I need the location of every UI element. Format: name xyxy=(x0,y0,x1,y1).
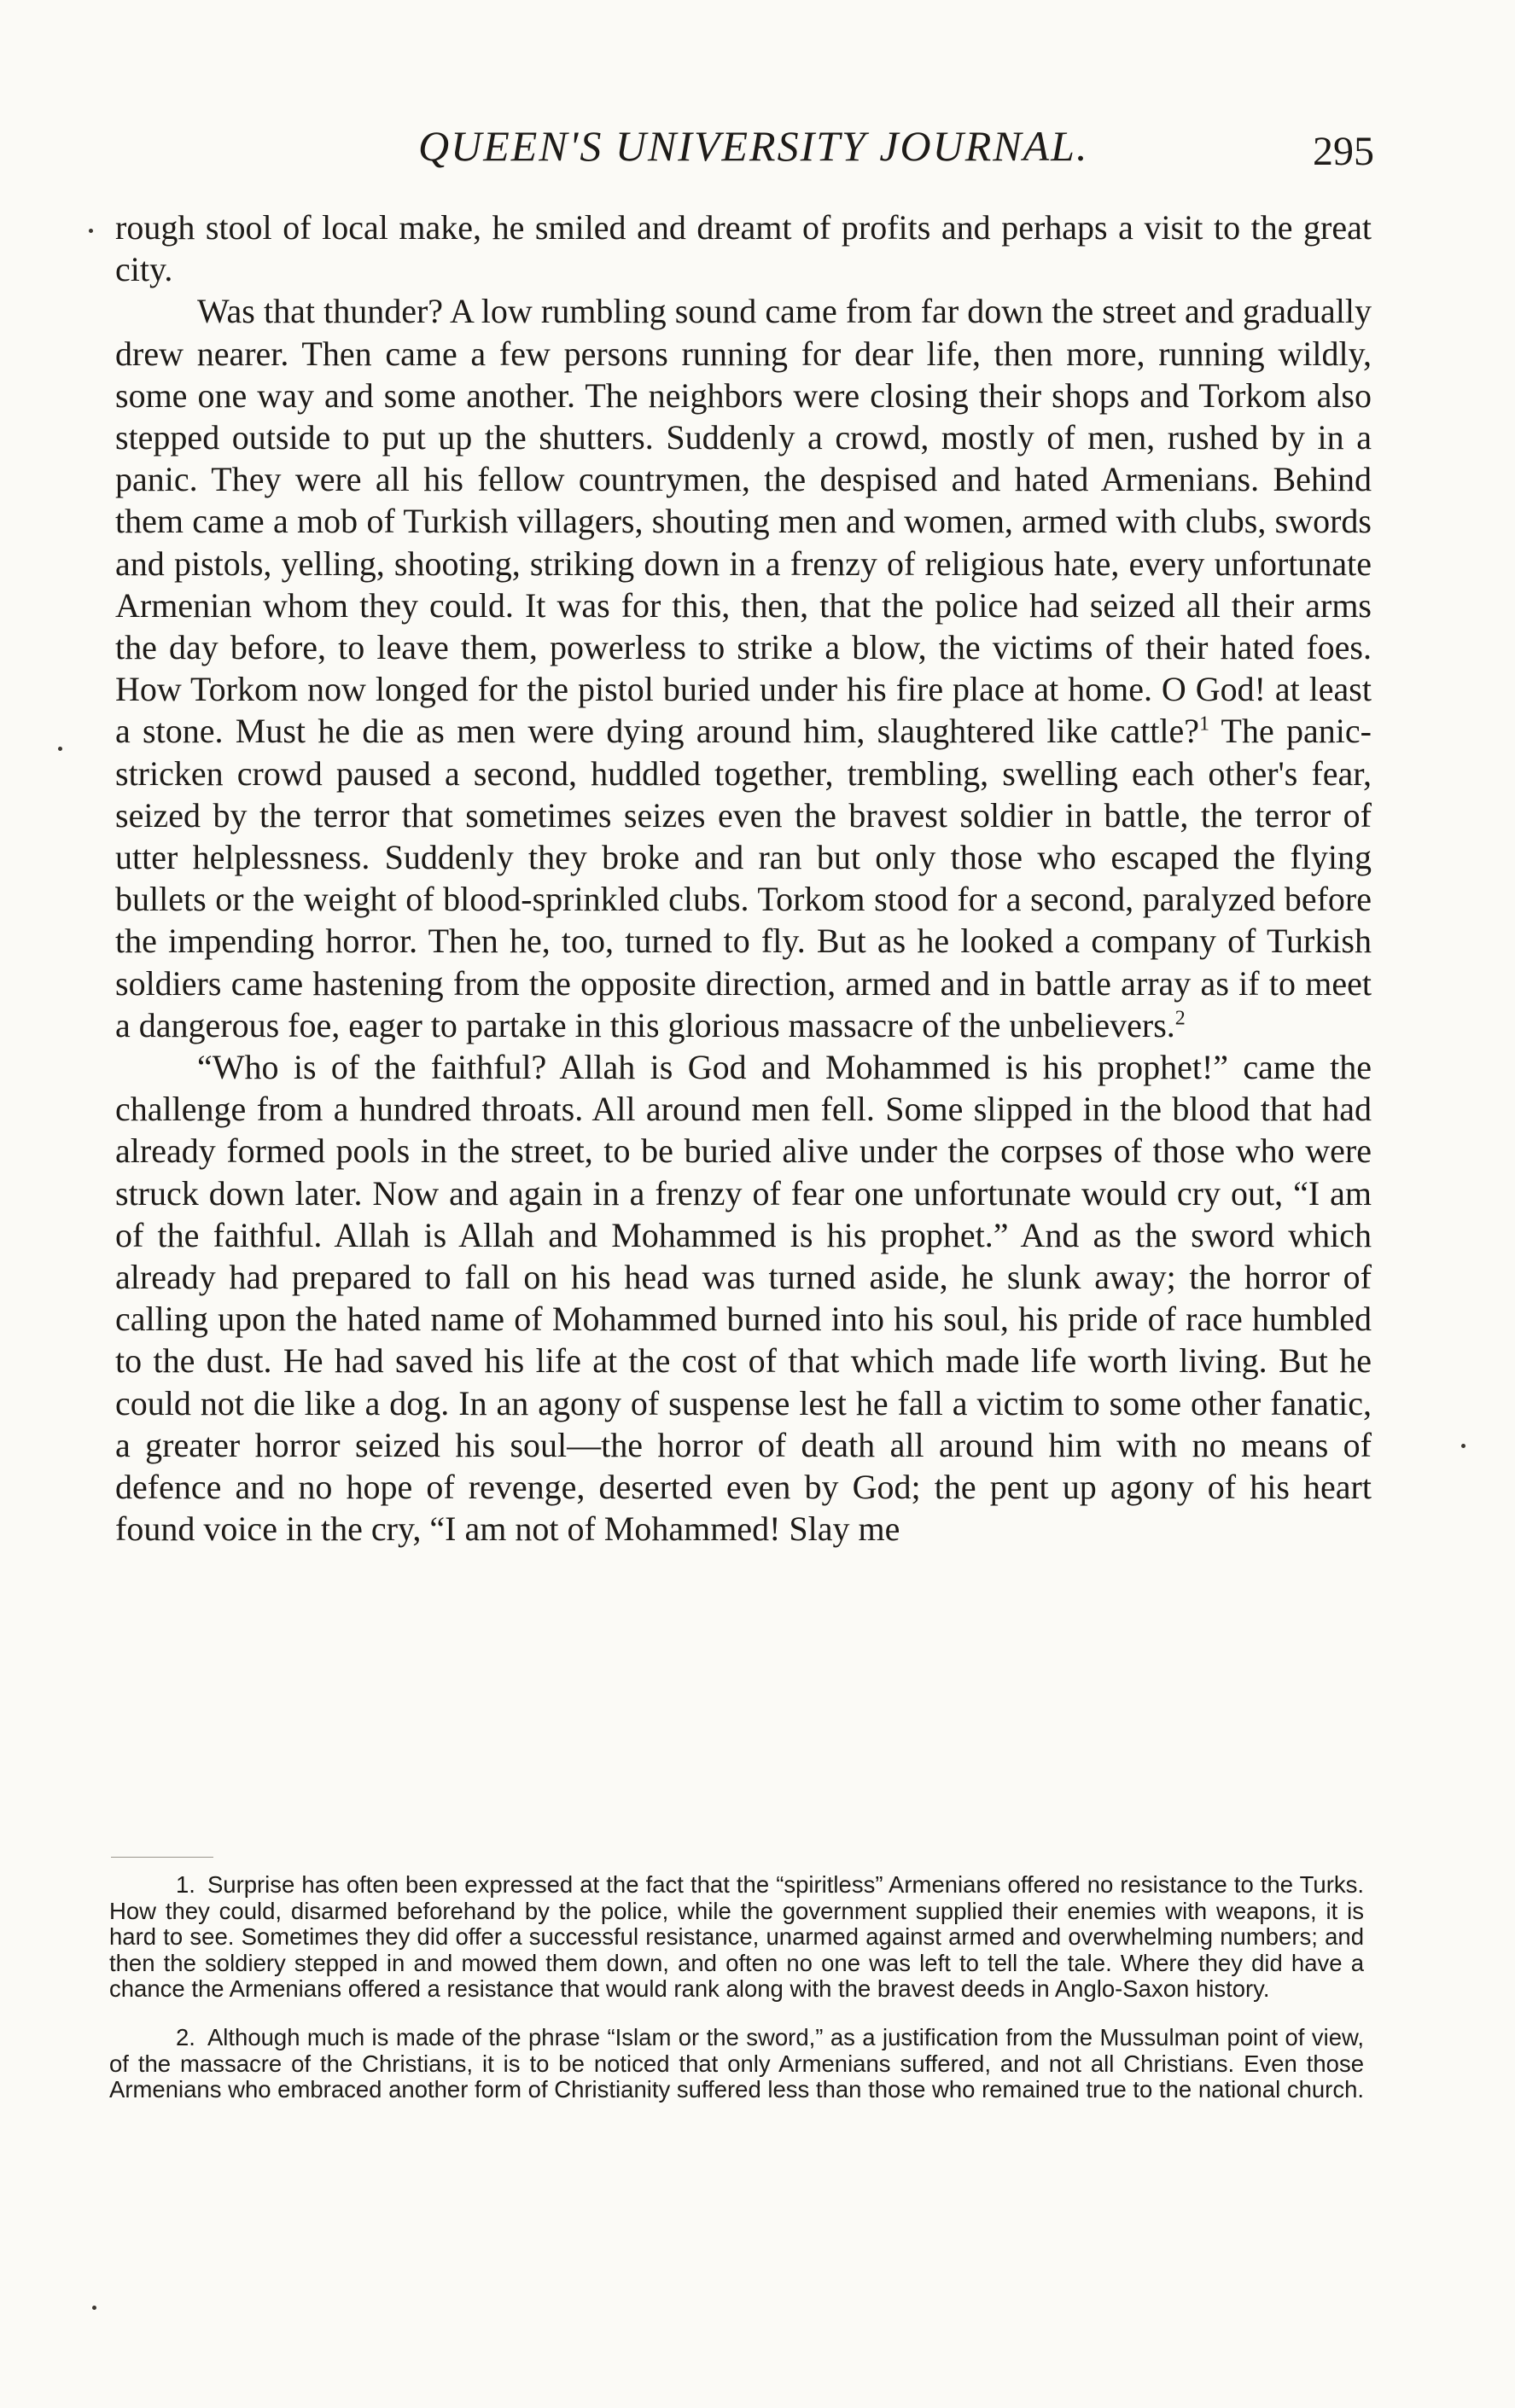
paragraph-text: rough stool of local make, he smiled and dreamt of profits and perhaps a visit to the great city. xyxy=(115,208,1372,289)
running-head xyxy=(111,121,1374,181)
body-paragraph xyxy=(115,290,1372,1046)
page-number: 295 xyxy=(1313,129,1374,174)
print-speck xyxy=(89,229,93,233)
body-paragraph xyxy=(115,206,1372,290)
footnote-mark: 1 xyxy=(1198,713,1209,736)
print-speck xyxy=(58,747,62,751)
footnote-divider xyxy=(111,1857,213,1858)
print-speck xyxy=(92,2306,96,2310)
article-body xyxy=(115,206,1372,1550)
footnote-text: Surprise has often been expressed at the fact that the “spiritless” Armenians offered no resistance to the Turks. How they could, disarmed beforehand by the police, while the government supplied their enemies with weapons, it is hard to see. Sometimes they did offer a successful resistance, unarmed against armed and overwhelming numbers; and then the soldiery stepped in and mowed them down, and often no one was left to tell the tale. Where they did have a chance the Armenians offered a resistance that would rank along with the bravest deeds in Anglo-Saxon history. xyxy=(109,1871,1364,2003)
footnote xyxy=(109,2025,1364,2103)
footnote-number: 1. xyxy=(176,1871,195,1898)
footnote-mark: 2 xyxy=(1174,1007,1186,1030)
footnote-number: 2. xyxy=(176,2023,195,2050)
footnotes xyxy=(109,1872,1364,2103)
footnote-text: Although much is made of the phrase “Islam or the sword,” as a justification from the Mussulman point of view, of the massacre of the Christians, it is to be noticed that only Armenians suffered, and not all Christians. Even those Armenians who embraced another form of Christianity suffered less than those who remained true to the national church. xyxy=(109,2023,1365,2103)
body-paragraph xyxy=(115,1046,1372,1550)
paragraph-text: The panic-stricken crowd paused a second, huddled together, trembling, swelling each other's fear, seized by the terror that sometimes seizes even the bravest soldier in battle, the terror of utter helplessness. Suddenly they broke and ran but only those who escaped the flying bullets or the weight of blood-sprinkled clubs. Torkom stood for a second, paralyzed before the impending horror. Then he, too, turned to fly. But as he looked a company of Turkish soldiers came hastening from the opposite direction, armed and in battle array as if to meet a dangerous foe, eager to partake in this glorious massacre of the unbelievers. xyxy=(115,712,1372,1044)
paragraph-text: “Who is of the faithful? Allah is God and Mohammed is his prophet!” came the challenge from a hundred throats. All around men fell. Some slipped in the blood that had already formed pools in the street, to be buried alive under the corpses of those who were struck down later. Now and again in a frenzy of fear one unfortunate would cry out, “I am of the faithful. Allah is Allah and Mohammed is his prophet.” And as the sword which already had prepared to fall on his head was turned aside, he slunk away; the horror of calling upon the hated name of Mohammed burned into his soul, his pride of race humbled to the dust. He had saved his life at the cost of that which made life worth living. But he could not die like a dog. In an agony of suspense lest he fall a victim to some other fanatic, a greater horror seized his soul—the horror of death all around him with no means of defence and no hope of revenge, deserted even by God; the pent up agony of his heart found voice in the cry, “I am not of Mohammed! Slay me xyxy=(115,1048,1372,1549)
print-speck xyxy=(1461,1444,1465,1448)
journal-title: QUEEN'S UNIVERSITY JOURNAL. xyxy=(418,122,1089,170)
paragraph-text: Was that thunder? A low rumbling sound came from far down the street and gradually drew nearer. Then came a few persons running for dear life, then more, running wildly, some one way and some another. The neighbors were closing their shops and Torkom also stepped outside to put up the shutters. Suddenly a crowd, mostly of men, rushed by in a panic. They were all his fellow countrymen, the despised and hated Armenians. Behind them came a mob of Turkish villagers, shouting men and women, armed with clubs, swords and pistols, yelling, shooting, striking down in a frenzy of religious hate, every unfortunate Armenian whom they could. It was for this, then, that the police had seized all their arms the day before, to leave them, powerless to strike a blow, the victims of their hated foes. How Torkom now longed for the pistol buried under his fire place at home. O God! at least a stone. Must he die as men were dying around him, slaughtered like cattle? xyxy=(115,292,1372,751)
footnote xyxy=(109,1872,1364,2003)
